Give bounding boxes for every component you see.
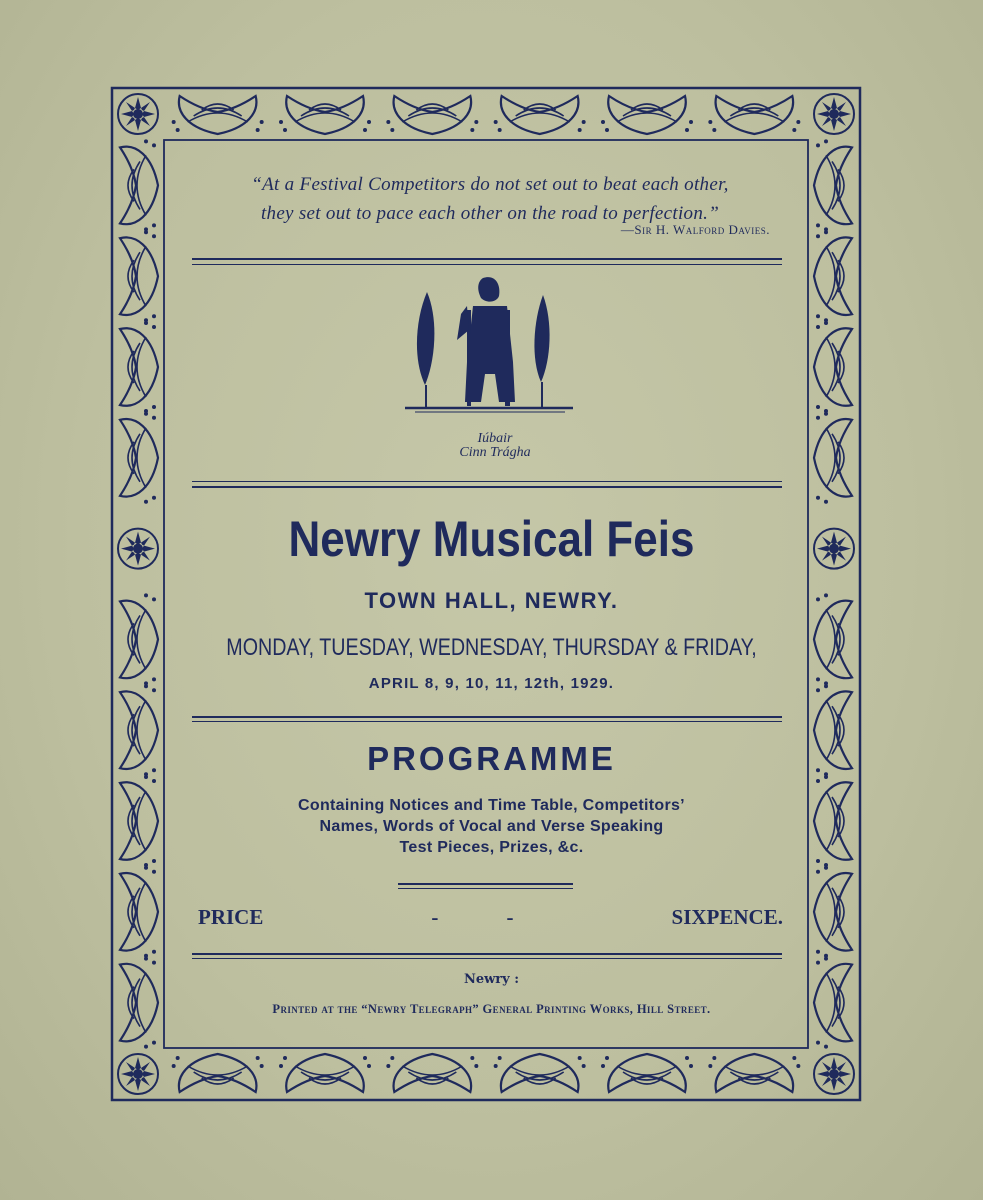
- divider-rule-top-1: [192, 258, 782, 260]
- fan-ornament: [814, 412, 852, 504]
- days-line: MONDAY, TUESDAY, WEDNESDAY, THURSDAY & FRIDAY,: [226, 634, 757, 661]
- rosette-ornament: [814, 1054, 854, 1094]
- rosette-ornament: [118, 1054, 158, 1094]
- divider-rule-bottom-2: [192, 958, 782, 959]
- fan-ornament: [708, 1054, 800, 1092]
- fan-ornament: [494, 1054, 586, 1092]
- divider-rule-mid-1: [192, 481, 782, 482]
- fan-ornament: [120, 139, 158, 231]
- fan-ornament: [814, 321, 852, 413]
- contents-line-2: Names, Words of Vocal and Verse Speaking: [319, 818, 664, 835]
- irish-caption-line-1: Iúbair: [477, 431, 513, 446]
- divider-rule-lower-2: [192, 721, 782, 722]
- divider-rule-mid-2: [192, 486, 782, 488]
- programme-heading: PROGRAMME: [367, 740, 616, 777]
- fan-ornament: [814, 866, 852, 958]
- fan-ornament: [814, 775, 852, 867]
- rosette-ornament: [814, 94, 854, 134]
- rosette-ornament: [814, 529, 854, 569]
- seated-figure-emblem: [395, 270, 585, 430]
- dates-line: APRIL 8, 9, 10, 11, 12th, 1929.: [368, 675, 615, 692]
- fan-ornament: [601, 1054, 693, 1092]
- venue-line: TOWN HALL, NEWRY.: [364, 588, 619, 613]
- irish-caption-line-2: Cinn Trágha: [459, 445, 531, 460]
- irish-caption: [420, 432, 570, 460]
- rosette-ornament: [118, 529, 158, 569]
- price-value: SIXPENCE.: [671, 905, 783, 929]
- fan-ornament: [494, 96, 586, 134]
- contents-line-3: Test Pieces, Prizes, &c.: [399, 839, 584, 856]
- short-rule-2: [398, 888, 573, 889]
- fan-ornament: [814, 957, 852, 1049]
- fan-ornament: [386, 96, 478, 134]
- fan-ornament: [120, 866, 158, 958]
- contents-description: [190, 795, 793, 858]
- rosette-ornament: [118, 94, 158, 134]
- fan-ornament: [120, 412, 158, 504]
- printer-town: Newry :: [463, 972, 520, 987]
- divider-rule-bottom-1: [192, 953, 782, 955]
- fan-ornament: [120, 957, 158, 1049]
- price-label: PRICE: [198, 905, 264, 929]
- fan-ornament: [601, 96, 693, 134]
- main-title: Newry Musical Feis: [288, 511, 695, 567]
- price-row: [198, 905, 783, 930]
- fan-ornament: [120, 230, 158, 322]
- fan-ornament: [172, 1054, 264, 1092]
- price-dash-2: -: [506, 905, 514, 929]
- fan-ornament: [120, 321, 158, 413]
- fan-ornament: [708, 96, 800, 134]
- fan-ornament: [814, 230, 852, 322]
- fan-ornament: [814, 139, 852, 231]
- quote-line-2: they set out to pace each other on the road to perfection.”: [260, 203, 720, 224]
- divider-rule-top-2: [192, 264, 782, 265]
- epigraph-quote: [190, 170, 790, 228]
- fan-ornament: [120, 775, 158, 867]
- quote-line-1: “At a Festival Competitors do not set out to beat each other,: [251, 174, 729, 195]
- divider-rule-lower-1: [192, 716, 782, 718]
- contents-line-1: Containing Notices and Time Table, Competitors’: [298, 797, 685, 814]
- printer-imprint: Printed at the “Newry Telegraph” General Printing Works, Hill Street.: [272, 1002, 711, 1016]
- short-rule-1: [398, 883, 573, 885]
- fan-ornament: [386, 1054, 478, 1092]
- price-dash-1: -: [431, 905, 439, 929]
- fan-ornament: [279, 1054, 371, 1092]
- fan-ornament: [172, 96, 264, 134]
- fan-ornament: [279, 96, 371, 134]
- quote-attribution: —Sir H. Walford Davies.: [620, 222, 770, 237]
